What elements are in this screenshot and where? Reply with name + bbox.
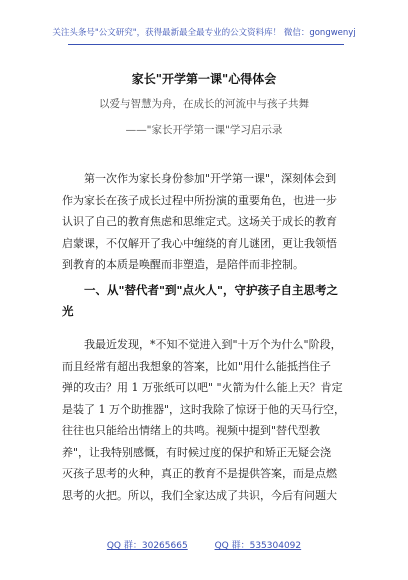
footer (0, 538, 408, 551)
text-line: 作为家长在孩子成长过程中所扮演的重要角色，也进一步 (62, 193, 337, 207)
text-line: 我最近发现，*不知不觉进入到"十万个为什么"阶段， (84, 338, 342, 351)
header-divider (68, 44, 344, 45)
section-paragraph (62, 334, 352, 506)
text-line: 第一次作为家长身份参加"开学第一课"，深刻体会到 (84, 172, 337, 185)
intro-paragraph (62, 168, 352, 276)
header-banner: 关注头条号"公文研究"，获得最新最全最专业的公文资料库！ 微信：gongwenyj (52, 28, 356, 38)
document-subsubtitle: ——"家长开学第一课"学习启示录 (125, 124, 283, 136)
text-line: 是装了 1 万个助推器"，这时我除了惊讶于他的天马行空， (62, 402, 346, 416)
text-line: 养"，让我特别感慨，有时候过度的保护和矫正无疑会浇 (62, 445, 332, 459)
text-line: 灭孩子思考的火种，真正的教育不是提供答案，而是点燃 (62, 467, 337, 480)
document-title: 家长"开学第一课"心得体会 (131, 72, 277, 86)
text-line: 弹的攻击？用 1 万张纸可以吧" "火箭为什么能上天？肯定 (62, 381, 343, 394)
text-line: 认识了自己的教育焦虑和思维定式。这场关于成长的教育 (62, 215, 337, 228)
heading-line: 一、从"替代者"到"点火人"，守护孩子自主思考之 (84, 283, 338, 297)
document-subtitle: 以爱与智慧为舟，在成长的河流中与孩子共舞 (99, 98, 309, 110)
text-line: 到教育的本质是唤醒而非塑造，是陪伴而非控制。 (62, 258, 304, 271)
text-line: 思考的火把。所以，我们全家达成了共识，今后有问题大 (62, 488, 337, 502)
text-line: 往往也只能给出情绪上的共鸣。视频中提到"替代型教 (62, 424, 321, 437)
footer-qq-group-1[interactable]: QQ 群：30265665 (106, 541, 188, 551)
text-line: 而且经常有超出我想象的答案，比如"用什么能抵挡住子 (62, 359, 332, 373)
text-line: 启蒙课，不仅解开了我心中缠绕的育儿谜团，更让我领悟 (62, 236, 337, 250)
section-heading (62, 280, 357, 322)
footer-qq-group-2[interactable]: QQ 群：535304092 (214, 541, 302, 551)
heading-line: 光 (62, 304, 74, 318)
